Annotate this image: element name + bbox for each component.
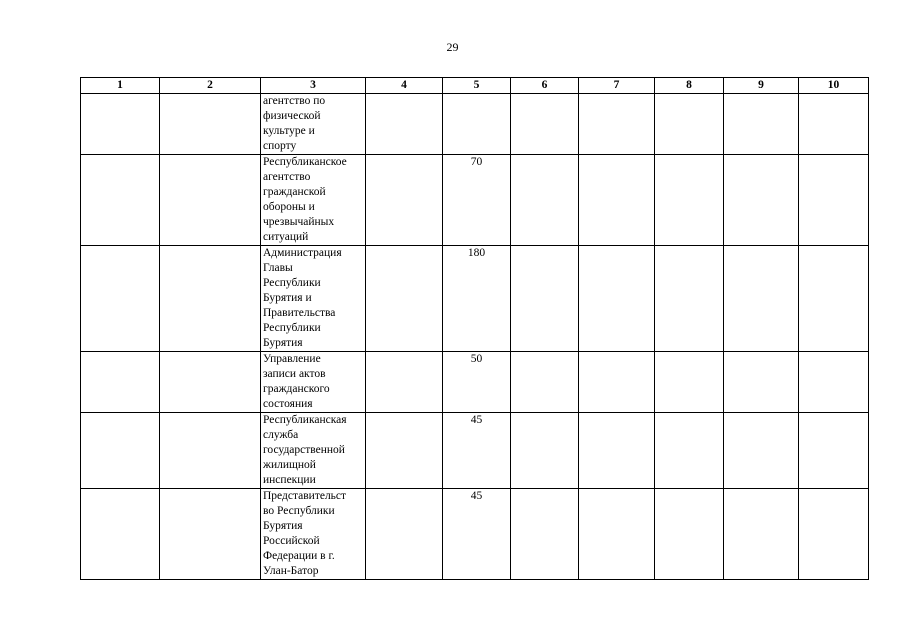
cell-col-2 bbox=[160, 155, 261, 246]
data-table bbox=[80, 77, 869, 580]
cell-col-1 bbox=[81, 246, 160, 352]
cell-organization: Управление записи актов гражданского состояния bbox=[261, 352, 366, 413]
page-number: 29 bbox=[446, 40, 459, 54]
cell-col-8 bbox=[655, 94, 724, 155]
table-row bbox=[81, 413, 869, 489]
cell-value: 45 bbox=[443, 413, 511, 489]
cell-col-4 bbox=[366, 352, 443, 413]
cell-col-6 bbox=[511, 352, 579, 413]
column-header-4: 4 bbox=[366, 78, 443, 94]
cell-col-9 bbox=[724, 246, 799, 352]
cell-col-6 bbox=[511, 155, 579, 246]
cell-col-6 bbox=[511, 413, 579, 489]
cell-col-8 bbox=[655, 155, 724, 246]
column-header-2: 2 bbox=[160, 78, 261, 94]
column-header-7: 7 bbox=[579, 78, 655, 94]
cell-col-7 bbox=[579, 489, 655, 580]
cell-col-6 bbox=[511, 489, 579, 580]
table-row bbox=[81, 352, 869, 413]
cell-value: 45 bbox=[443, 489, 511, 580]
cell-col-1 bbox=[81, 352, 160, 413]
cell-organization: Администрация Главы Республики Бурятия и Правительства Республики Бурятия bbox=[261, 246, 366, 352]
column-header-5: 5 bbox=[443, 78, 511, 94]
column-header-3: 3 bbox=[261, 78, 366, 94]
cell-col-8 bbox=[655, 352, 724, 413]
cell-value: 180 bbox=[443, 246, 511, 352]
cell-col-10 bbox=[799, 155, 869, 246]
table-row bbox=[81, 246, 869, 352]
cell-col-9 bbox=[724, 94, 799, 155]
cell-col-4 bbox=[366, 246, 443, 352]
cell-col-7 bbox=[579, 94, 655, 155]
cell-col-6 bbox=[511, 94, 579, 155]
cell-col-1 bbox=[81, 489, 160, 580]
cell-col-2 bbox=[160, 94, 261, 155]
cell-col-9 bbox=[724, 155, 799, 246]
cell-col-10 bbox=[799, 94, 869, 155]
cell-col-2 bbox=[160, 246, 261, 352]
cell-col-2 bbox=[160, 489, 261, 580]
cell-col-7 bbox=[579, 413, 655, 489]
cell-col-4 bbox=[366, 413, 443, 489]
cell-col-1 bbox=[81, 413, 160, 489]
cell-value: 70 bbox=[443, 155, 511, 246]
table-row bbox=[81, 94, 869, 155]
table-row bbox=[81, 489, 869, 580]
cell-col-4 bbox=[366, 94, 443, 155]
cell-value: 50 bbox=[443, 352, 511, 413]
cell-col-2 bbox=[160, 352, 261, 413]
column-header-9: 9 bbox=[724, 78, 799, 94]
cell-organization: Республиканское агентство гражданской обороны и чрезвычайных ситуаций bbox=[261, 155, 366, 246]
cell-col-8 bbox=[655, 489, 724, 580]
cell-col-10 bbox=[799, 352, 869, 413]
cell-col-9 bbox=[724, 413, 799, 489]
column-header-6: 6 bbox=[511, 78, 579, 94]
cell-col-7 bbox=[579, 246, 655, 352]
cell-col-10 bbox=[799, 489, 869, 580]
header-row bbox=[81, 78, 869, 94]
cell-col-4 bbox=[366, 489, 443, 580]
cell-col-1 bbox=[81, 155, 160, 246]
table-header bbox=[81, 78, 869, 94]
cell-col-2 bbox=[160, 413, 261, 489]
cell-col-4 bbox=[366, 155, 443, 246]
cell-col-6 bbox=[511, 246, 579, 352]
cell-col-9 bbox=[724, 352, 799, 413]
cell-col-8 bbox=[655, 246, 724, 352]
column-header-1: 1 bbox=[81, 78, 160, 94]
cell-col-10 bbox=[799, 413, 869, 489]
table-row bbox=[81, 155, 869, 246]
cell-organization: Представительст во Республики Бурятия Российской Федерации в г. Улан-Батор bbox=[261, 489, 366, 580]
column-header-8: 8 bbox=[655, 78, 724, 94]
cell-col-10 bbox=[799, 246, 869, 352]
cell-col-1 bbox=[81, 94, 160, 155]
table-body bbox=[81, 94, 869, 580]
cell-col-9 bbox=[724, 489, 799, 580]
cell-organization: Республиканская служба государственной жилищной инспекции bbox=[261, 413, 366, 489]
cell-col-7 bbox=[579, 352, 655, 413]
cell-value bbox=[443, 94, 511, 155]
cell-organization: агентство по физической культуре и спорту bbox=[261, 94, 366, 155]
cell-col-7 bbox=[579, 155, 655, 246]
column-header-10: 10 bbox=[799, 78, 869, 94]
cell-col-8 bbox=[655, 413, 724, 489]
